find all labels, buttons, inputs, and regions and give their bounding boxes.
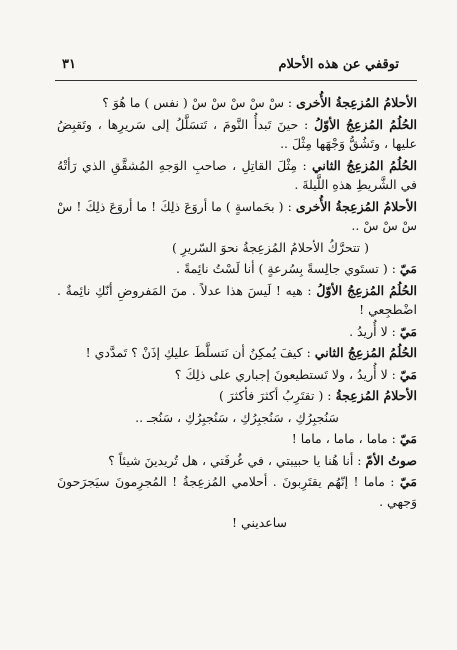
speaker-name: الحُلُمُ المُزعِجُ الأوّلُ (316, 282, 417, 298)
page-number: ٣١ (62, 57, 76, 72)
dialogue-line (57, 429, 417, 449)
song-line: سَنُجبِرُكِ ، سَنُجبِرُكِ ، سَنُجبِرُكِ ، سَنُجـ .. (135, 409, 339, 425)
stage-direction: ( تتحرَّكُ الأحلامُ المُزعِجةُ نحوَ السّريرِ ) (172, 239, 369, 255)
dialogue-line (57, 197, 417, 236)
speaker-name: مَيّ (399, 366, 417, 382)
dialogue-line (57, 386, 417, 406)
dialogue-text: : ( بحَماسةٍ ) ما أروَعَ ذلِكَ ! ما أروَعَ ذلِكَ ! سْ سْ سْ سْ .. (57, 198, 417, 233)
speaker-name: مَيّ (399, 431, 417, 446)
speaker-name: الأحلامُ المُزعِجةُ (335, 388, 417, 403)
dialogue-line (57, 281, 417, 320)
page-title: توقفي عن هذه الأحلام (278, 57, 399, 72)
dialogue-text: : أنا هُنا يا حبيبتي ، في غُرفَتي ، هل تُريدينَ شيئاً ؟ (108, 452, 366, 468)
running-head (40, 57, 417, 77)
page-body (57, 93, 417, 535)
speaker-name: الحُلُمُ المُزعِجُ الثاني (314, 345, 417, 360)
dialogue-line (57, 93, 417, 113)
dialogue-text: : ( تستَوي جالِسةً بِسُرعةٍ ) أنا لَسْتُ نائِمةً . (175, 261, 400, 276)
dialogue-text: : حينَ تَبدأُ النَّومَ ، تَتسَلَّلُ إلى سَريرِها ، وتَقبِضُ عليها ، وتَشُقُّ وَجْهَها مِثْلَ .. (57, 116, 417, 151)
dialogue-line (57, 259, 417, 279)
dialogue-text: : ماما ! إنّهُم يقتَرِبونَ . أحلامي المُزعِجةُ ! المُجرِمونَ سيَجرَحونَ وَجهي . (57, 474, 417, 509)
dialogue-continuation: ساعديني ! (232, 515, 287, 530)
dialogue-line (57, 451, 417, 471)
dialogue-text: : ماما ، ماما ، ماما ! (291, 431, 400, 446)
dialogue-text: : لا أُريدُ ، ولا تَستطيعونَ إجباري على ذلِكَ ؟ (174, 366, 400, 382)
speaker-name: مَيّ (399, 474, 417, 489)
header-rule (55, 80, 417, 81)
speaker-name: الحُلُمُ المُزعِجُ الثاني (312, 157, 417, 173)
speaker-name: مَيّ (399, 323, 417, 339)
speaker-name: صوتُ الأمّ (365, 452, 417, 468)
dialogue-text: : هيه ! لَيسَ هذا عدلاً . منَ المَفروضِ أنّكِ نائِمةٌ . اضْطجِعي ! (57, 282, 417, 317)
speaker-name: مَيّ (399, 261, 417, 276)
dialogue-line (57, 156, 417, 195)
dialogue-text: : سْ سْ سْ سْ سْ ( نفس ) ما هُوَ ؟ (102, 95, 297, 110)
speaker-name: الأحلامُ المُزعِجةُ الأُخرى (296, 95, 417, 110)
dialogue-text: : كيفَ يُمكِنُ أن نَتسلَّطَ عليكِ إذَنْ ؟ تَمدَّدي ! (85, 345, 315, 360)
dialogue-line (57, 365, 417, 385)
speaker-name: الحُلُمُ المُزعِجُ الأوّلُ (314, 116, 418, 132)
dialogue-text: : مِثْلَ القاتِلِ ، صاحبِ الوَجهِ المُشقَّقِ الذي رَأتْهُ في الشَّريطِ هذهِ اللَّيلةَ . (57, 157, 417, 192)
dialogue-text: : ( تقتَرِبُ أكثرَ فأكثرَ ) (218, 388, 336, 403)
dialogue-text: : لا أُريدُ . (349, 323, 400, 339)
dialogue-line (57, 343, 417, 363)
dialogue-line (57, 115, 417, 154)
dialogue-line (57, 322, 417, 342)
dialogue-line (57, 472, 417, 511)
speaker-name: الأحلامُ المُزعِجةُ الأُخرى (295, 198, 417, 214)
